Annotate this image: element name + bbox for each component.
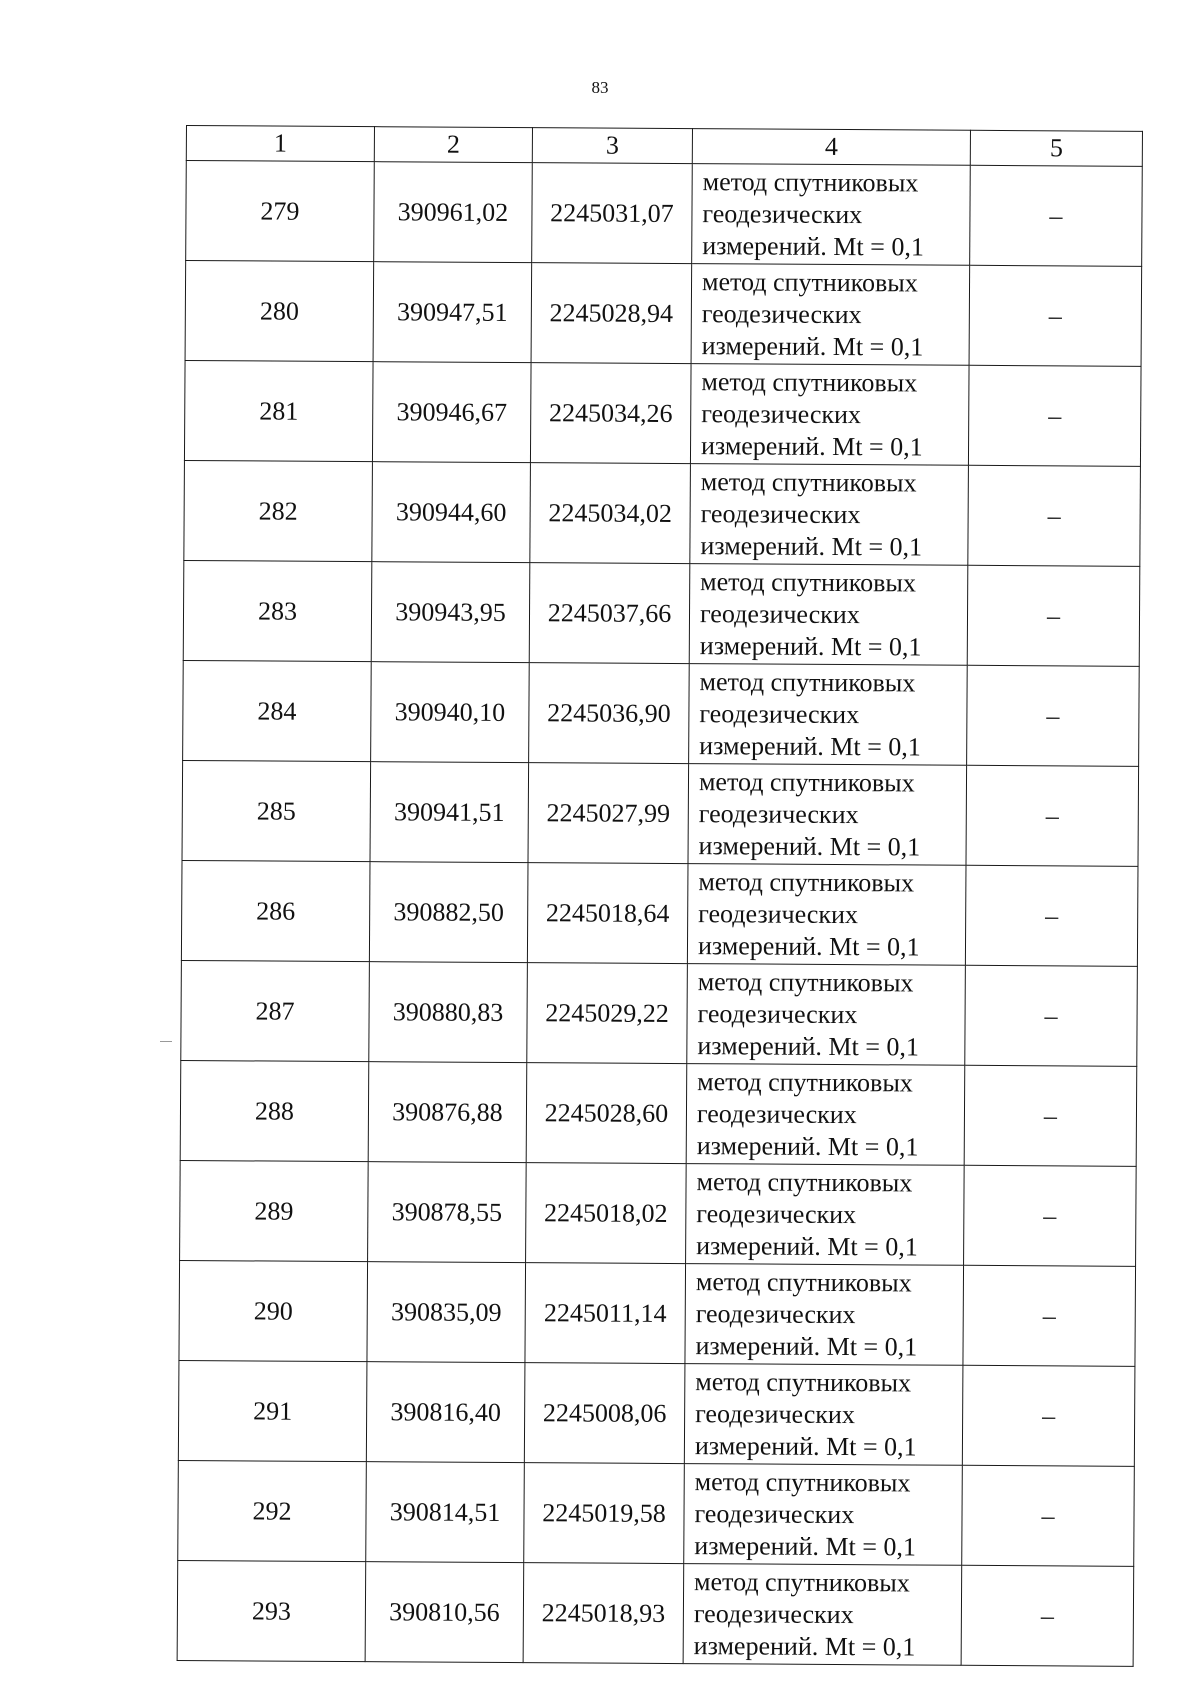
coordinate-x: 390878,55 [368,1162,527,1263]
note-cell: – [965,865,1138,966]
scan-mark [160,1041,172,1042]
point-number: 284 [183,660,372,761]
column-header-2: 2 [374,127,532,163]
coordinate-x: 390947,51 [373,262,532,363]
note-cell: – [967,665,1140,766]
method-description [689,564,968,666]
table-row [182,760,1139,866]
coordinate-x: 390961,02 [374,162,533,263]
method-line: геодезических [700,498,861,529]
method-line: геодезических [695,1298,856,1329]
note-cell: – [966,765,1139,866]
column-header-4: 4 [692,129,970,166]
method-description [684,1364,963,1466]
method-line: метод спутниковых [699,666,916,697]
coordinate-y: 2245028,94 [531,263,692,364]
method-line: метод спутниковых [697,966,914,997]
method-line: геодезических [696,1198,857,1229]
method-description [686,1164,965,1266]
coordinate-x: 390944,60 [372,462,531,563]
table-row [183,560,1140,666]
method-line: измерений. Mt = 0,1 [698,830,921,861]
point-number: 286 [181,860,370,961]
coordinate-y: 2245027,99 [528,763,689,864]
coordinate-x: 390940,10 [371,662,530,763]
point-number: 285 [182,760,371,861]
coordinate-y: 2245018,02 [526,1163,687,1264]
coordinate-y: 2245028,60 [526,1063,687,1164]
method-line: измерений. Mt = 0,1 [697,930,920,961]
method-description [690,364,969,466]
method-line: геодезических [699,598,860,629]
table-body [177,161,1142,1667]
method-description [688,764,967,866]
method-line: метод спутниковых [694,1466,911,1497]
point-number: 293 [177,1560,366,1661]
method-line: измерений. Mt = 0,1 [697,1030,920,1061]
note-cell: – [961,1565,1134,1666]
method-line: измерений. Mt = 0,1 [701,330,924,362]
method-line: измерений. Mt = 0,1 [700,530,923,562]
method-line: геодезических [695,1398,855,1429]
point-number: 291 [178,1360,367,1461]
table-row [184,360,1141,466]
method-line: геодезических [701,398,862,429]
coordinate-x: 390816,40 [366,1362,525,1463]
coordinate-y: 2245008,06 [524,1363,685,1464]
method-description [687,964,966,1066]
method-description [686,1064,965,1166]
point-number: 288 [180,1060,369,1161]
method-line: геодезических [701,298,862,329]
table-row [180,1060,1137,1166]
table-row [177,1560,1134,1666]
method-line: метод спутниковых [698,766,915,797]
method-line: геодезических [698,898,859,929]
table-row [185,261,1142,367]
method-line: метод спутниковых [698,866,915,897]
note-cell: – [969,265,1142,366]
point-number: 290 [179,1260,368,1361]
note-cell: – [967,565,1140,666]
method-description [684,1464,963,1566]
note-cell: – [964,1165,1137,1266]
coordinate-y: 2245011,14 [525,1263,686,1364]
method-description [691,264,970,366]
method-description [683,1564,962,1666]
coordinate-x: 390835,09 [367,1262,526,1363]
method-line: геодезических [694,1498,855,1529]
coordinate-y: 2245037,66 [529,563,690,664]
table-row [178,1360,1135,1466]
note-cell: – [962,1365,1135,1466]
method-line: измерений. Mt = 0,1 [702,230,924,262]
method-line: геодезических [696,1098,857,1129]
coordinate-y: 2245018,93 [523,1563,684,1664]
method-line: измерений. Mt = 0,1 [699,730,921,762]
point-number: 292 [178,1460,367,1561]
coordinates-table [177,125,1143,1667]
method-line: метод спутниковых [702,166,919,197]
table-row [184,460,1141,566]
column-header-5: 5 [970,130,1142,166]
method-line: измерений. Mt = 0,1 [700,430,923,462]
method-line: измерений. Mt = 0,1 [699,630,922,662]
method-line: геодезических [702,198,863,229]
method-line: измерений. Mt = 0,1 [694,1430,917,1461]
method-line: измерений. Mt = 0,1 [694,1530,917,1561]
method-description [687,864,966,966]
coordinate-x: 390810,56 [365,1562,524,1663]
method-line: метод спутниковых [696,1166,913,1197]
page-number: 83 [591,78,609,97]
method-description [689,664,968,766]
table-row [186,161,1143,267]
point-number: 281 [184,360,373,461]
method-line: геодезических [698,798,859,829]
note-cell: – [970,165,1143,266]
method-line: метод спутниковых [695,1366,912,1397]
method-line: измерений. Mt = 0,1 [696,1230,918,1261]
method-line: метод спутниковых [700,566,917,597]
coordinate-x: 390814,51 [366,1462,525,1563]
coordinate-x: 390882,50 [369,862,528,963]
coordinate-y: 2245019,58 [524,1463,685,1564]
point-number: 287 [181,960,370,1061]
point-number: 289 [180,1160,369,1261]
column-header-1: 1 [186,126,374,162]
table-row [181,960,1138,1066]
coordinate-x: 390876,88 [368,1062,527,1163]
method-line: геодезических [693,1598,854,1629]
point-number: 279 [186,161,375,262]
method-line: измерений. Mt = 0,1 [693,1630,916,1661]
method-line: метод спутниковых [697,1066,913,1097]
method-line: измерений. Mt = 0,1 [696,1130,919,1161]
coordinate-y: 2245031,07 [532,163,693,264]
method-line: метод спутниковых [694,1566,910,1597]
coordinate-y: 2245029,22 [527,963,688,1064]
method-line: метод спутниковых [701,366,918,397]
table-row [180,1160,1137,1266]
method-line: метод спутниковых [701,266,918,297]
table-row [178,1460,1135,1566]
table-row [179,1260,1136,1366]
method-description [685,1264,964,1366]
note-cell: – [965,965,1138,1066]
table-row [181,860,1138,966]
method-line: метод спутниковых [695,1266,912,1297]
note-cell: – [968,365,1141,466]
coordinate-y: 2245034,02 [530,463,691,564]
note-cell: – [968,465,1141,566]
header-row [186,126,1142,167]
method-description [692,164,971,266]
column-header-3: 3 [532,128,692,164]
coordinate-y: 2245034,26 [530,363,691,464]
point-number: 280 [185,261,374,362]
note-cell: – [963,1265,1136,1366]
table-row [183,660,1140,766]
note-cell: – [962,1465,1135,1566]
coordinate-y: 2245036,90 [529,663,690,764]
point-number: 282 [184,460,373,561]
coordinate-x: 390941,51 [370,762,529,863]
method-line: метод спутниковых [700,466,917,497]
method-line: измерений. Mt = 0,1 [695,1330,918,1361]
coordinate-x: 390943,95 [371,562,530,663]
method-description [690,464,969,566]
method-line: геодезических [697,998,858,1029]
coordinate-x: 390880,83 [369,962,528,1063]
point-number: 283 [183,560,372,661]
note-cell: – [964,1065,1137,1166]
method-line: геодезических [699,698,860,729]
coordinate-y: 2245018,64 [527,863,688,964]
coordinate-x: 390946,67 [372,362,531,463]
